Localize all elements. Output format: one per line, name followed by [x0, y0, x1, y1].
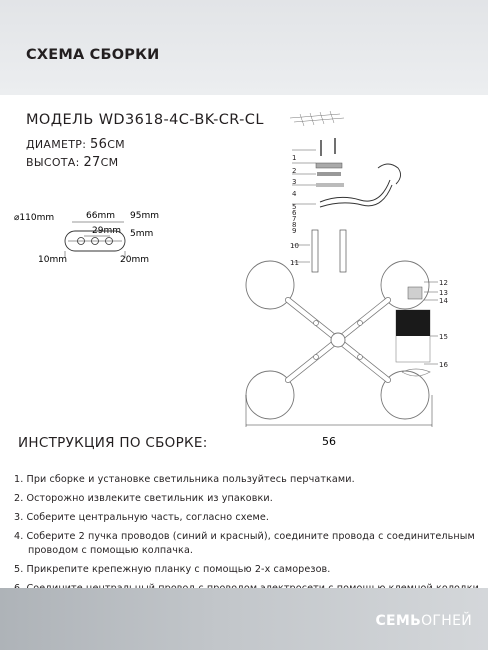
instruction-step: 2. Осторожно извлеките светильник из упаковки.: [14, 493, 273, 504]
instruction-step: 4. Соберите 2 пучка проводов (синий и красный), соедините провода с соединительным: [14, 531, 475, 542]
spec-height: [26, 155, 118, 170]
part-num: 11: [290, 259, 299, 267]
part-num: 16: [439, 361, 448, 369]
canopy-dimension-drawing: [12, 206, 162, 268]
part-num: 13: [439, 289, 448, 297]
spec-unit: СМ: [100, 156, 119, 169]
dim-29: 29mm: [92, 226, 121, 236]
part-num: 15: [439, 333, 448, 341]
lamp-width-label: 56: [322, 435, 336, 448]
spec-label: ВЫСОТА:: [26, 156, 80, 169]
dim-10: 10mm: [38, 255, 67, 265]
part-num: 9: [292, 227, 297, 235]
part-num: 5: [292, 203, 297, 211]
dim-95: 95mm: [130, 211, 159, 221]
instruction-step: 1. При сборке и установке светильника пользуйтесь перчатками.: [14, 474, 355, 485]
spec-label: ДИАМЕТР:: [26, 138, 87, 151]
instructions-title: ИНСТРУКЦИЯ ПО СБОРКЕ:: [18, 435, 208, 451]
spec-unit: СМ: [107, 138, 125, 151]
exploded-parts-diagram: [280, 110, 420, 275]
brand-part2: ОГНЕЙ: [421, 613, 472, 629]
part-num: 3: [292, 178, 297, 186]
instruction-list: [14, 470, 484, 598]
brand-logo: [375, 613, 472, 629]
dim-20: 20mm: [120, 255, 149, 265]
part-num: 7: [292, 215, 297, 223]
instruction-step: 3. Соберите центральную часть, согласно схеме.: [14, 512, 270, 523]
spec-value: 56: [90, 137, 108, 152]
part-num: 14: [439, 297, 448, 305]
instruction-step-continued: проводом с помощью колпачка.: [28, 545, 194, 556]
part-num: 6: [292, 209, 297, 217]
lamp-holder-detail: [394, 272, 484, 387]
page-title: СХЕМА СБОРКИ: [26, 47, 160, 63]
brand-part1: СЕМЬ: [375, 613, 422, 629]
part-num: 12: [439, 279, 448, 287]
spec-diameter: [26, 137, 125, 152]
spec-value: 27: [83, 155, 101, 170]
dim-66: 66mm: [86, 211, 115, 221]
instruction-step: 5. Прикрепите крепежную планку с помощью 2-х саморезов.: [14, 564, 331, 575]
part-num: 10: [290, 242, 299, 250]
part-num: 2: [292, 167, 297, 175]
dim-diameter: ⌀110mm: [14, 213, 55, 223]
part-num: 1: [292, 154, 297, 162]
model-line: [26, 112, 264, 128]
dim-5: 5mm: [130, 229, 154, 239]
model-label: МОДЕЛЬ: [26, 112, 94, 128]
part-num: 4: [292, 190, 297, 198]
part-num: 8: [292, 221, 297, 229]
model-code: WD3618-4C-BK-CR-CL: [98, 112, 264, 128]
